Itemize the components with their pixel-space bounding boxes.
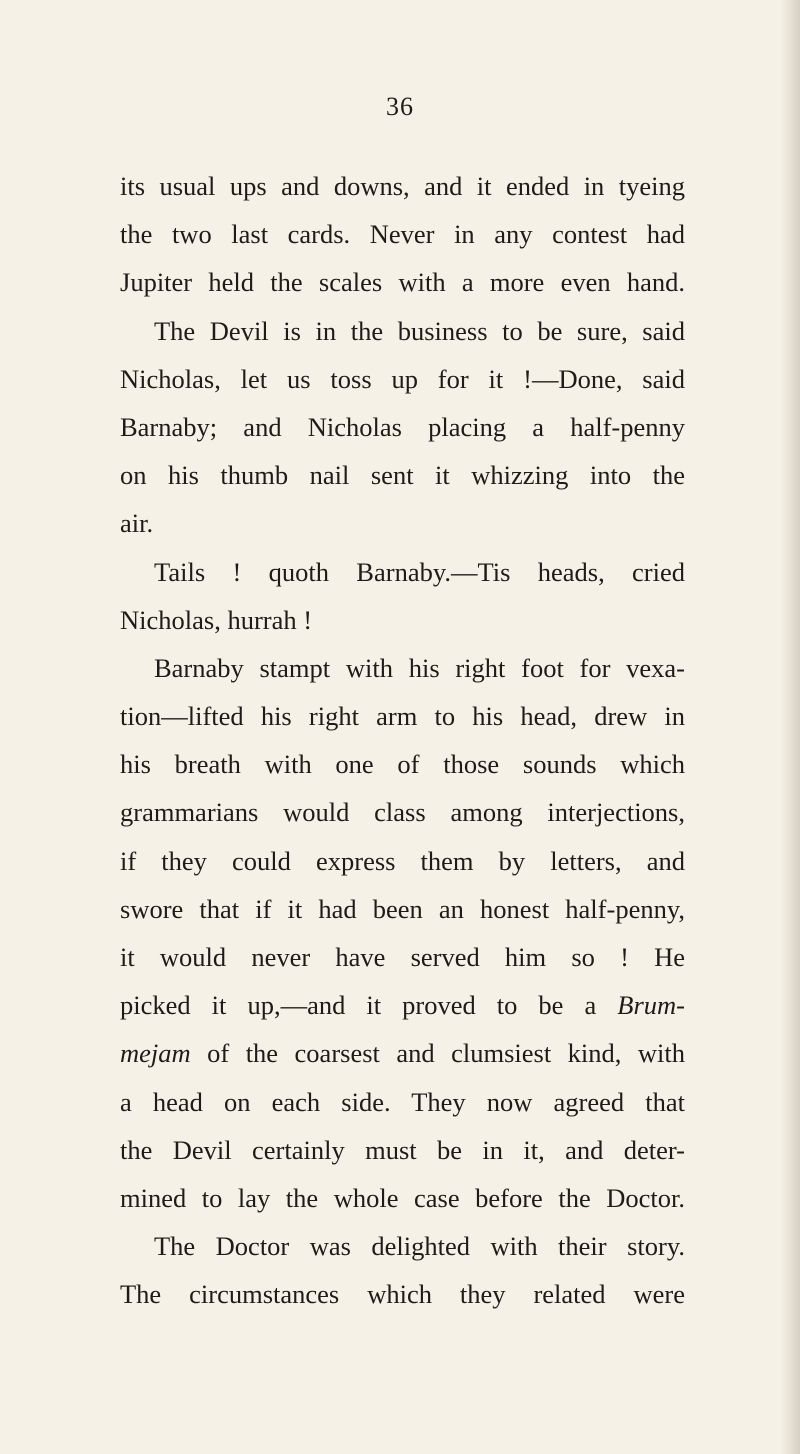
line-text: The Doctor was delighted with their story. [154, 1231, 685, 1262]
text-line [120, 933, 685, 981]
text-line [120, 981, 685, 1029]
line-text: The circumstances which they related were [120, 1279, 685, 1310]
line-text: Nicholas, hurrah ! [120, 604, 313, 635]
line-text: tion—lifted his right arm to his head, drew in [120, 701, 685, 732]
line-text: Barnaby; and Nicholas placing a half-penny [120, 411, 685, 442]
text-line [120, 258, 685, 306]
text-line [120, 885, 685, 933]
text-line [120, 451, 685, 499]
line-text: air. [120, 508, 154, 539]
text-line [120, 1126, 685, 1174]
text-line [120, 307, 685, 355]
text-line [120, 644, 685, 692]
text-line [120, 210, 685, 258]
line-text: of the coarsest and clumsiest kind, with [207, 1038, 686, 1069]
text-line [120, 1270, 685, 1318]
line-text: mined to lay the whole case before the Doctor. [120, 1182, 685, 1213]
text-line [120, 788, 685, 836]
text-line [120, 1174, 685, 1222]
line-text: Jupiter held the scales with a more even hand. [120, 267, 685, 298]
text-line [120, 1029, 685, 1077]
line-text: picked it up,—and it proved to be a [120, 990, 597, 1021]
text-line [120, 403, 685, 451]
text-line [120, 596, 685, 644]
line-text: swore that if it had been an honest half-penny, [120, 893, 685, 924]
italic-word: mejam [120, 1038, 191, 1069]
body-text [120, 162, 685, 1319]
line-text: Barnaby stampt with his right foot for vexa- [154, 652, 685, 683]
line-text: Nicholas, let us toss up for it !—Done, said [120, 363, 685, 394]
line-text: its usual ups and downs, and it ended in tyeing [120, 171, 685, 201]
text-line [120, 740, 685, 788]
text-line [120, 548, 685, 596]
line-text: on his thumb nail sent it whizzing into the [120, 460, 685, 491]
line-text: if they could express them by letters, and [120, 845, 685, 876]
line-text: it would never have served him so ! He [120, 942, 685, 972]
text-line [120, 1222, 685, 1270]
text-line [120, 162, 685, 210]
line-text: the Devil certainly must be in it, and deter- [120, 1134, 685, 1165]
line-text: the two last cards. Never in any contest had [120, 219, 685, 250]
line-text: The Devil is in the business to be sure, said [154, 315, 685, 346]
text-line [120, 692, 685, 740]
text-line [120, 355, 685, 403]
page-number: 36 [386, 92, 414, 121]
text-line [120, 837, 685, 885]
text-line [120, 1078, 685, 1126]
line-text: Tails ! quoth Barnaby.—Tis heads, cried [154, 556, 685, 587]
line-text: grammarians would class among interjections, [120, 797, 685, 828]
line-text: his breath with one of those sounds which [120, 749, 685, 780]
text-line [120, 499, 685, 547]
line-text: a head on each side. They now agreed that [120, 1086, 685, 1117]
italic-word: Brum- [617, 990, 685, 1021]
